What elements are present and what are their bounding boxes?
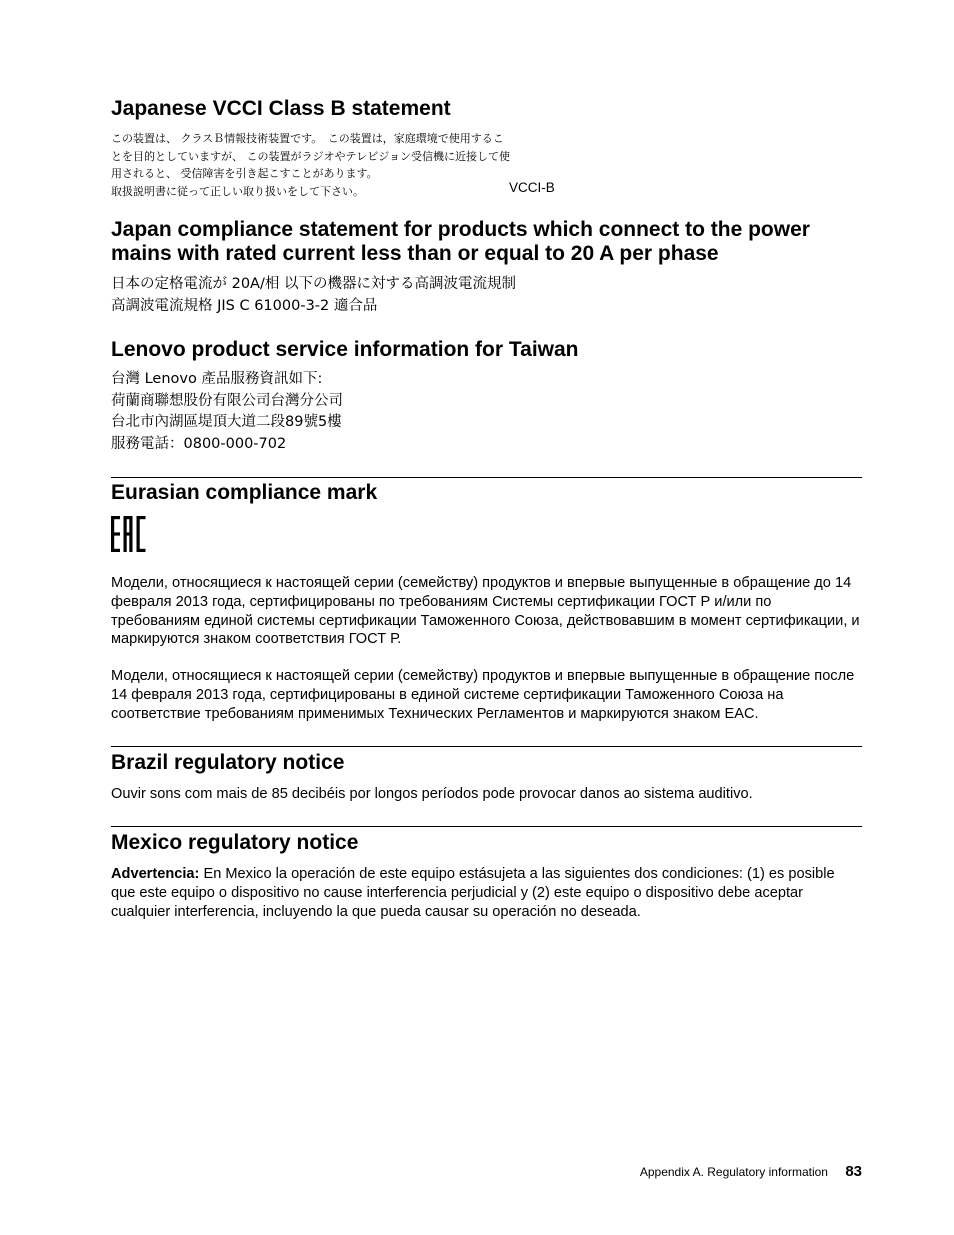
japan-line-2: 高調波電流規格 JIS C 61000-3-2 適合品 <box>111 297 378 314</box>
vcci-statement <box>111 130 571 200</box>
page-footer <box>640 1163 862 1180</box>
taiwan-line-2: 荷蘭商聯想股份有限公司台灣分公司 <box>111 392 343 409</box>
divider-brazil <box>111 746 862 747</box>
vcci-line-4: 取扱説明書に従って正しい取り扱いをして下さい。 <box>111 184 364 198</box>
vcci-mark: VCCI-B <box>509 180 555 195</box>
vcci-line-1: この装置は、 クラスＢ情報技術装置です。 この装置は，家庭環境で使用するこ <box>111 132 504 145</box>
taiwan-heading: Lenovo product service information for Taiwan <box>111 338 579 361</box>
brazil-heading: Brazil regulatory notice <box>111 751 345 774</box>
taiwan-line-4: 服務電話：0800-000-702 <box>111 435 287 452</box>
japan-compliance-heading <box>111 218 862 266</box>
japan-line-1: 日本の定格電流が 20A/相 以下の機器に対する高調波電流規制 <box>111 276 516 292</box>
japan-heading-line-2: mains with rated current less than or equal to 20 A per phase <box>111 242 719 265</box>
vcci-line-2: とを目的としていますが、 この装置がラジオやテレビジョン受信機に近接して使 <box>111 149 511 163</box>
eurasian-paragraph-1: Модели, относящиеся к настоящей серии (семейству) продуктов и впервые выпущенные в обращение до 14 февраля 2013 года, сертифицированы по требованиям Системы сертификации ГОСТ Р и/или по требованиям единой системы сертификации Таможенного Союза, действовавшим в момент сертификации, и маркируются знаком соответствия ГОСТ Р. <box>111 575 860 648</box>
vcci-heading: Japanese VCCI Class B statement <box>111 97 451 120</box>
taiwan-line-3: 台北市內湖區堤頂大道二段89號5樓 <box>111 414 342 430</box>
taiwan-line-1: 台灣 Lenovo 產品服務資訊如下: <box>111 371 323 387</box>
eac-mark-icon <box>111 516 147 552</box>
taiwan-info <box>111 369 343 455</box>
page-number: 83 <box>845 1163 862 1180</box>
divider-eurasian <box>111 477 862 478</box>
eurasian-heading: Eurasian compliance mark <box>111 481 378 504</box>
mexico-body: En Mexico la operación de este equipo estásujeta a las siguientes dos condiciones: (1) es posible que este equipo o dispositivo no cause interferencia perjudicial y (2) este equipo o dispositivo debe aceptar cualquier interferencia, incluyendo la que pueda causar su operación no deseada. <box>111 866 835 920</box>
mexico-label: Advertencia: <box>111 866 200 882</box>
vcci-line-3: 用されると、 受信障害を引き起こすことがあります。 <box>111 167 378 180</box>
footer-section-label: Appendix A. Regulatory information <box>639 1165 828 1179</box>
mexico-text <box>111 865 862 921</box>
japan-heading-line-1: Japan compliance statement for products which connect to the power <box>111 218 810 241</box>
eurasian-paragraph-2: Модели, относящиеся к настоящей серии (семейству) продуктов и впервые выпущенные в обращение после 14 февраля 2013 года, сертифицированы в единой системе сертификации Таможенного Союза на соответствие требованиям применимых Технических Регламентов и маркируются знаком EAC. <box>111 668 855 722</box>
japan-compliance-text <box>111 274 516 317</box>
divider-mexico <box>111 826 862 827</box>
brazil-text: Ouvir sons com mais de 85 decibéis por longos períodos pode provocar danos ao sistema auditivo. <box>111 786 753 802</box>
mexico-heading: Mexico regulatory notice <box>111 831 359 854</box>
